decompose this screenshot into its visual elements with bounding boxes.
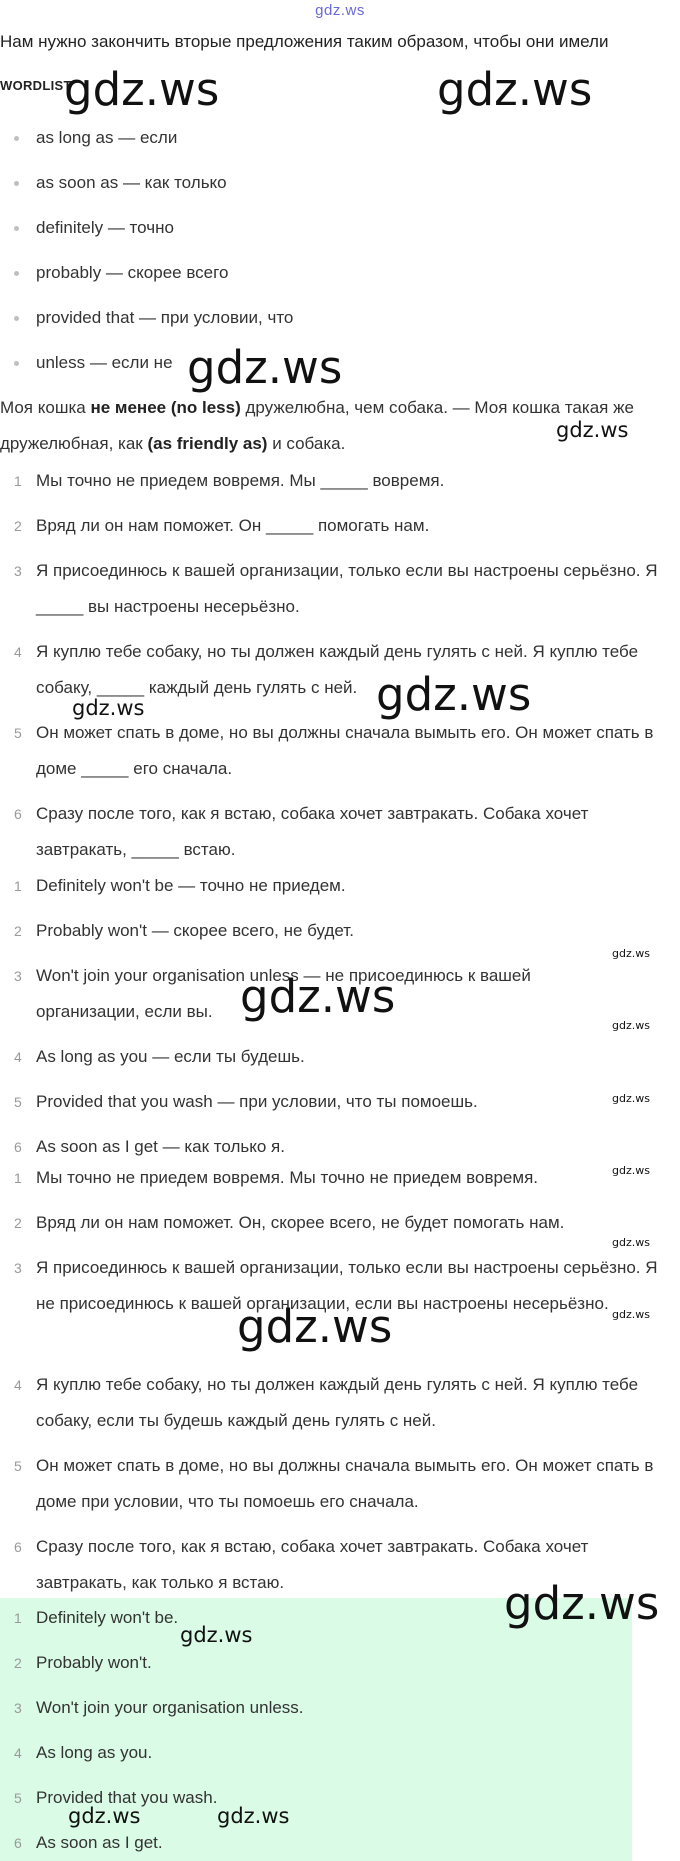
item-number: 2	[14, 1215, 22, 1231]
wordlist-item	[0, 218, 293, 263]
translation-item	[0, 868, 680, 913]
translation-text: As soon as I get — как только я.	[36, 1137, 285, 1156]
watermark: gdz.ws	[68, 1804, 141, 1828]
item-number: 3	[14, 1260, 22, 1276]
watermark: gdz.ws	[612, 1019, 650, 1032]
wordlist-heading: WORDLIST	[0, 78, 72, 93]
wordlist-item-text: definitely — точно	[36, 218, 174, 237]
full-sentence-item	[0, 1160, 680, 1205]
task-list	[0, 463, 680, 868]
watermark: gdz.ws	[180, 1623, 253, 1647]
wordlist-item-text: as soon as — как только	[36, 173, 227, 192]
wordlist-item-text: probably — скорее всего	[36, 263, 229, 282]
watermark: gdz.ws	[64, 63, 220, 116]
item-number: 5	[14, 1094, 22, 1110]
watermark: gdz.ws	[187, 341, 343, 394]
watermark: gdz.ws	[556, 418, 629, 442]
watermark: gdz.ws	[437, 63, 593, 116]
item-number: 4	[14, 1377, 22, 1393]
task-item	[0, 796, 680, 868]
item-number: 3	[14, 968, 22, 984]
watermark: gdz.ws	[612, 1308, 650, 1321]
task-text: Он может спать в доме, но вы должны сначала вымыть его. Он может спать в доме _____ его сначала.	[36, 723, 654, 778]
translation-item	[0, 1084, 680, 1129]
answer-item	[0, 1825, 680, 1861]
item-number: 4	[14, 644, 22, 660]
item-number: 2	[14, 923, 22, 939]
bullet-dot-icon	[14, 181, 19, 186]
answer-item	[0, 1735, 680, 1780]
watermark: gdz.ws	[376, 668, 532, 721]
example-bold: (as friendly as)	[147, 434, 268, 453]
item-number: 2	[14, 1655, 22, 1671]
intro-text: Нам нужно закончить вторые предложения таким образом, чтобы они имели	[0, 32, 609, 51]
watermark: gdz.ws	[612, 1092, 650, 1105]
item-number: 5	[14, 1458, 22, 1474]
wordlist-item	[0, 173, 293, 218]
wordlist-item-text: as long as — если	[36, 128, 178, 147]
watermark: gdz.ws	[217, 1804, 290, 1828]
item-number: 1	[14, 1170, 22, 1186]
item-number: 5	[14, 1790, 22, 1806]
item-number: 3	[14, 563, 22, 579]
watermark: gdz.ws	[240, 970, 396, 1023]
watermark: gdz.ws	[612, 1236, 650, 1249]
item-number: 5	[14, 725, 22, 741]
task-text: Мы точно не приедем вовремя. Мы _____ вовремя.	[36, 471, 445, 490]
task-item	[0, 463, 680, 508]
watermark: gdz.ws	[612, 947, 650, 960]
task-text: Я присоединюсь к вашей организации, только если вы настроены серьёзно. Я _____ вы настроены несерьёзно.	[36, 561, 658, 616]
answer-text: As soon as I get.	[36, 1833, 163, 1852]
full-sentence-text: Сразу после того, как я встаю, собака хочет завтракать. Собака хочет завтракать, как только я встаю.	[36, 1537, 589, 1592]
full-sentence-text: Я присоединюсь к вашей организации, только если вы настроены серьёзно. Я не присоединюсь к вашей организации, если вы настроены несерьёзно.	[36, 1258, 658, 1313]
translation-text: Probably won't — скорее всего, не будет.	[36, 921, 354, 940]
example-text: и собака.	[267, 434, 346, 453]
watermark: gdz.ws	[237, 1300, 393, 1353]
item-number: 1	[14, 878, 22, 894]
full-sentence-text: Мы точно не приедем вовремя. Мы точно не приедем вовремя.	[36, 1168, 539, 1187]
task-item	[0, 508, 680, 553]
translation-text: As long as you — если ты будешь.	[36, 1047, 305, 1066]
answer-text: Won't join your organisation unless.	[36, 1698, 304, 1717]
item-number: 6	[14, 806, 22, 822]
full-sentence-list	[0, 1160, 680, 1601]
full-sentence-item	[0, 1205, 680, 1250]
translation-item	[0, 1039, 680, 1084]
item-number: 1	[14, 473, 22, 489]
item-number: 2	[14, 518, 22, 534]
item-number: 3	[14, 1700, 22, 1716]
translation-text: Definitely won't be — точно не приедем.	[36, 876, 346, 895]
task-item	[0, 715, 680, 796]
answer-text: As long as you.	[36, 1743, 153, 1762]
translation-text: Provided that you wash — при условии, что ты помоешь.	[36, 1092, 478, 1111]
example-text: дружелюбна, чем собака. — Моя кошка такая же дружелюбная, как	[0, 398, 634, 453]
task-item	[0, 553, 680, 634]
answer-text: Provided that you wash.	[36, 1788, 218, 1807]
wordlist-item-text: provided that — при условии, что	[36, 308, 294, 327]
answer-text: Definitely won't be.	[36, 1608, 179, 1627]
watermark: gdz.ws	[612, 1164, 650, 1177]
answer-text: Probably won't.	[36, 1653, 152, 1672]
full-sentence-text: Вряд ли он нам поможет. Он, скорее всего, не будет помогать нам.	[36, 1213, 565, 1232]
item-number: 4	[14, 1745, 22, 1761]
task-text: Я куплю тебе собаку, но ты должен каждый день гулять с ней. Я куплю тебе собаку, _____ каждый день гулять с ней.	[36, 642, 639, 697]
answer-item	[0, 1690, 680, 1735]
example-bold: не менее (no less)	[90, 398, 241, 417]
watermark: gdz.ws	[504, 1577, 660, 1630]
bullet-dot-icon	[14, 271, 19, 276]
bullet-dot-icon	[14, 361, 19, 366]
site-logo[interactable]: gdz.ws	[315, 2, 365, 19]
task-text: Вряд ли он нам поможет. Он _____ помогать нам.	[36, 516, 430, 535]
translation-text: Won't join your organisation unless — не присоединюсь к вашей организации, если вы.	[36, 966, 531, 1021]
wordlist-item-text: unless — если не	[36, 353, 173, 372]
watermark: gdz.ws	[72, 696, 145, 720]
answer-item	[0, 1645, 680, 1690]
full-sentence-item	[0, 1367, 680, 1448]
example-text: Моя кошка	[0, 398, 91, 417]
bullet-dot-icon	[14, 226, 19, 231]
translation-item	[0, 913, 680, 958]
item-number: 4	[14, 1049, 22, 1065]
item-number: 6	[14, 1835, 22, 1851]
full-sentence-text: Он может спать в доме, но вы должны сначала вымыть его. Он может спать в доме при условии, что ты помоешь его сначала.	[36, 1456, 654, 1511]
item-number: 6	[14, 1539, 22, 1555]
item-number: 6	[14, 1139, 22, 1155]
full-sentence-text: Я куплю тебе собаку, но ты должен каждый день гулять с ней. Я куплю тебе собаку, если ты будешь каждый день гулять с ней.	[36, 1375, 639, 1430]
wordlist-item	[0, 128, 293, 173]
full-sentence-item	[0, 1448, 680, 1529]
bullet-dot-icon	[14, 316, 19, 321]
bullet-dot-icon	[14, 136, 19, 141]
item-number: 1	[14, 1610, 22, 1626]
task-text: Сразу после того, как я встаю, собака хочет завтракать. Собака хочет завтракать, _____ встаю.	[36, 804, 589, 859]
wordlist-item	[0, 263, 293, 308]
